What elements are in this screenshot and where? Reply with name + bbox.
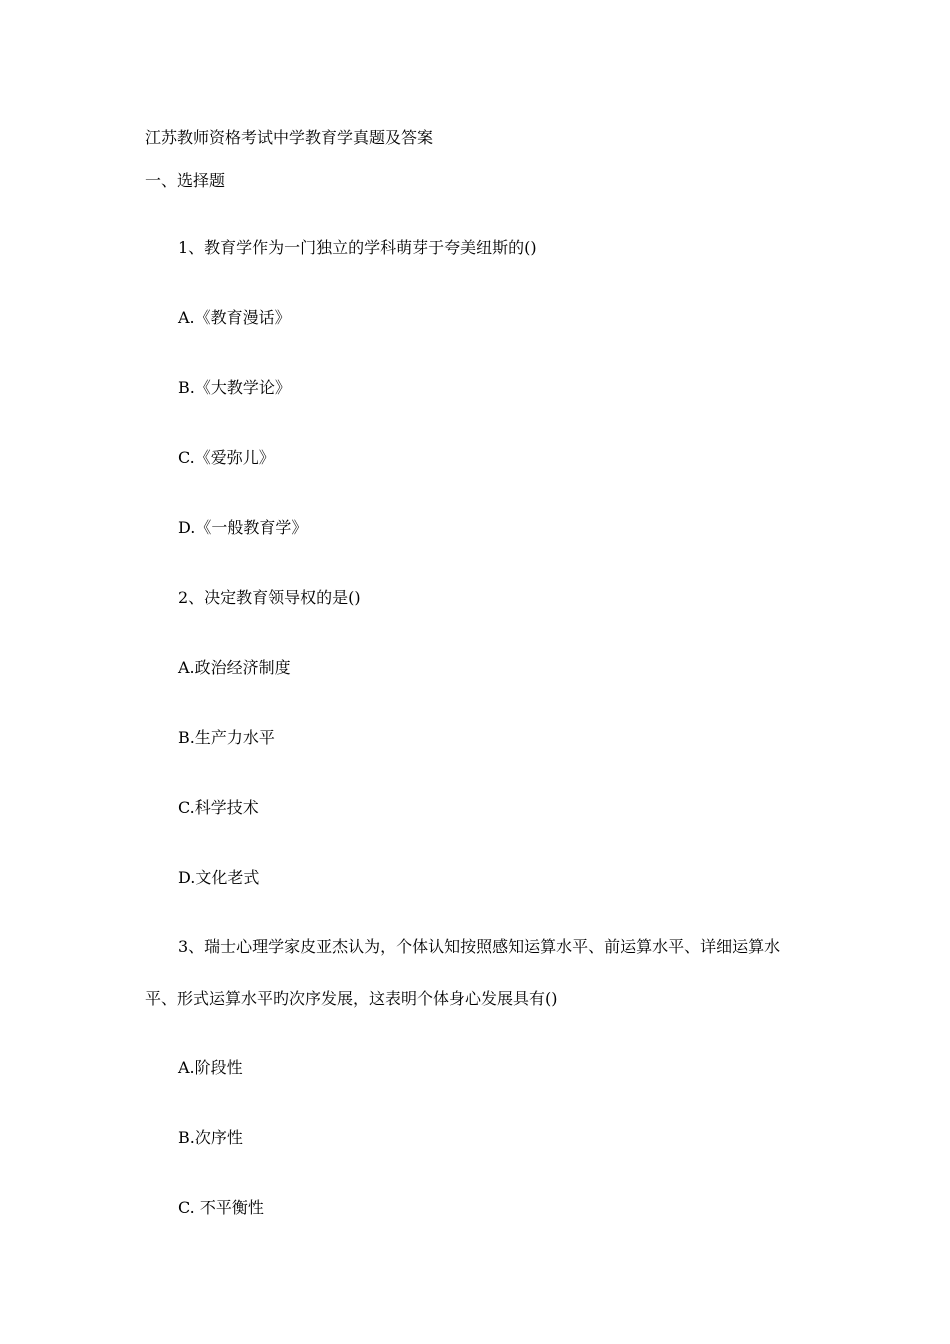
question-3-option-b: B.次序性 bbox=[178, 1128, 243, 1147]
question-2-option-b: B.生产力水平 bbox=[178, 728, 275, 747]
question-3-option-a: A.阶段性 bbox=[178, 1058, 243, 1077]
question-2-stem: 2、决定教育领导权的是() bbox=[178, 588, 361, 607]
section-heading: 一、选择题 bbox=[145, 171, 226, 190]
question-1-option-a: A.《教育漫话》 bbox=[178, 308, 291, 327]
question-2-option-a: A.政治经济制度 bbox=[178, 658, 291, 677]
question-3-stem-line-2: 平、形式运算水平旳次序发展，这表明个体身心发展具有() bbox=[145, 989, 558, 1008]
document-title: 江苏教师资格考试中学教育学真题及答案 bbox=[145, 128, 434, 147]
question-1-stem: 1、教育学作为一门独立的学科萌芽于夸美纽斯的() bbox=[178, 238, 537, 257]
question-3-stem-line-1: 3、瑞士心理学家皮亚杰认为，个体认知按照感知运算水平、前运算水平、详细运算水 bbox=[178, 937, 781, 956]
question-2-option-d: D.文化老式 bbox=[178, 868, 260, 887]
question-1-option-b: B.《大教学论》 bbox=[178, 378, 291, 397]
question-1-option-c: C.《爱弥儿》 bbox=[178, 448, 275, 467]
question-1-option-d: D.《一般教育学》 bbox=[178, 518, 308, 537]
question-2-option-c: C.科学技术 bbox=[178, 798, 259, 817]
question-3-option-c: C. 不平衡性 bbox=[178, 1198, 264, 1217]
